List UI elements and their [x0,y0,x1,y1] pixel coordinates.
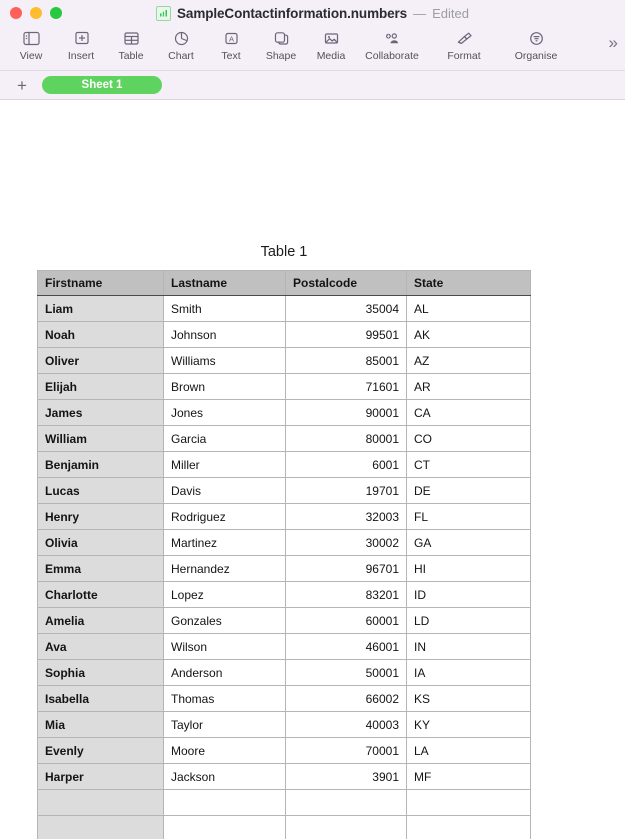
cell-firstname[interactable]: Amelia [38,608,164,634]
contacts-table[interactable] [37,270,531,839]
toolbar-label-collaborate: Collaborate [365,50,419,62]
sheet-canvas[interactable] [0,100,625,839]
toolbar-overflow-chevrons[interactable]: » [608,33,615,52]
cell-lastname[interactable]: Davis [164,478,286,504]
window-titlebar [0,0,625,26]
cell-firstname[interactable]: Charlotte [38,582,164,608]
cell-postalcode[interactable]: 80001 [286,426,407,452]
cell-postalcode[interactable]: 70001 [286,738,407,764]
cell-lastname[interactable]: Garcia [164,426,286,452]
toolbar-label-organise: Organise [514,50,558,62]
cell-firstname[interactable]: Ava [38,634,164,660]
toolbar-button-text[interactable] [206,26,256,62]
cell-firstname[interactable]: Noah [38,322,164,348]
cell-firstname[interactable]: Isabella [38,686,164,712]
cell-firstname[interactable]: William [38,426,164,452]
numbers-document-icon [156,6,171,21]
cell-state[interactable]: IA [407,660,531,686]
sheet-tab-sheet-1[interactable]: Sheet 1 [42,76,162,94]
cell-lastname[interactable]: Johnson [164,322,286,348]
cell-postalcode[interactable]: 90001 [286,400,407,426]
text-box-icon [223,29,240,48]
shapes-icon [273,29,290,48]
traffic-light-group [0,7,62,19]
table-row[interactable] [38,322,531,348]
svg-text:A: A [228,34,234,44]
cell-lastname[interactable]: Lopez [164,582,286,608]
cell-state[interactable] [407,790,531,816]
table-row[interactable] [38,608,531,634]
cell-postalcode[interactable]: 32003 [286,504,407,530]
table-row[interactable] [38,686,531,712]
cell-lastname[interactable]: Wilson [164,634,286,660]
person-add-icon [383,29,402,48]
cell-firstname[interactable]: Sophia [38,660,164,686]
cell-postalcode[interactable]: 83201 [286,582,407,608]
cell-state[interactable]: AK [407,322,531,348]
cell-firstname[interactable]: Evenly [38,738,164,764]
maximize-window-button[interactable] [50,7,62,19]
toolbar-label-table: Table [118,50,144,62]
cell-state[interactable]: IN [407,634,531,660]
table-row[interactable] [38,400,531,426]
column-header-state[interactable]: State [407,271,531,296]
cell-lastname[interactable]: Gonzales [164,608,286,634]
cell-state[interactable]: AZ [407,348,531,374]
cell-state[interactable] [407,816,531,839]
table-row[interactable] [38,296,531,322]
cell-postalcode[interactable]: 99501 [286,322,407,348]
cell-state[interactable]: LA [407,738,531,764]
plus-in-box-icon [73,29,90,48]
toolbar-button-table[interactable] [106,26,156,62]
cell-state[interactable]: CA [407,400,531,426]
toolbar-button-view[interactable] [6,26,56,62]
close-window-button[interactable] [10,7,22,19]
cell-firstname[interactable]: Mia [38,712,164,738]
cell-lastname[interactable]: Hernandez [164,556,286,582]
cell-lastname[interactable]: Moore [164,738,286,764]
table-row[interactable] [38,478,531,504]
table-row[interactable] [38,452,531,478]
cell-lastname[interactable]: Martinez [164,530,286,556]
column-header-firstname[interactable]: Firstname [38,271,164,296]
cell-postalcode[interactable]: 60001 [286,608,407,634]
cell-postalcode[interactable]: 3901 [286,764,407,790]
cell-lastname[interactable] [164,816,286,839]
cell-state[interactable]: KY [407,712,531,738]
cell-firstname[interactable]: Oliver [38,348,164,374]
cell-firstname[interactable]: Harper [38,764,164,790]
toolbar-items [6,26,572,62]
cell-firstname[interactable] [38,816,164,839]
table-header-row-group [38,271,531,296]
table-row[interactable] [38,712,531,738]
funnel-circle-icon [527,29,546,48]
table-row[interactable] [38,426,531,452]
cell-postalcode[interactable]: 19701 [286,478,407,504]
cell-postalcode[interactable]: 71601 [286,374,407,400]
toolbar-label-chart: Chart [168,50,194,62]
cell-lastname[interactable]: Taylor [164,712,286,738]
title-separator: — [413,5,427,21]
cell-postalcode[interactable]: 46001 [286,634,407,660]
cell-lastname[interactable]: Rodriguez [164,504,286,530]
cell-lastname[interactable]: Williams [164,348,286,374]
cell-state[interactable]: HI [407,556,531,582]
paintbrush-icon [455,29,474,48]
table-row[interactable] [38,556,531,582]
table-row[interactable] [38,764,531,790]
edited-status-label: Edited [432,5,469,21]
toolbar-label-shape: Shape [265,50,297,62]
cell-state[interactable]: CO [407,426,531,452]
toolbar-label-format: Format [447,50,481,62]
cell-state[interactable]: DE [407,478,531,504]
cell-firstname[interactable]: Emma [38,556,164,582]
table-row[interactable] [38,634,531,660]
toolbar-button-media[interactable] [306,26,356,62]
cell-lastname[interactable]: Jones [164,400,286,426]
cell-postalcode[interactable]: 96701 [286,556,407,582]
toolbar-button-insert[interactable] [56,26,106,62]
cell-lastname[interactable]: Brown [164,374,286,400]
cell-firstname[interactable]: Liam [38,296,164,322]
grid-table-icon [123,29,140,48]
table-title[interactable]: Table 1 [260,244,308,260]
cell-postalcode[interactable]: 40003 [286,712,407,738]
cell-state[interactable]: KS [407,686,531,712]
pie-chart-icon [173,29,190,48]
cell-firstname[interactable]: Lucas [38,478,164,504]
cell-postalcode[interactable]: 6001 [286,452,407,478]
toolbar-button-organise[interactable] [500,26,572,62]
cell-lastname[interactable]: Miller [164,452,286,478]
cell-postalcode[interactable]: 85001 [286,348,407,374]
table-header-row [38,271,531,296]
table-row[interactable] [38,348,531,374]
cell-postalcode[interactable]: 66002 [286,686,407,712]
sheet-tab-bar [0,71,625,100]
table-row[interactable] [38,738,531,764]
cell-state[interactable]: LD [407,608,531,634]
photo-icon [323,29,340,48]
cell-postalcode[interactable] [286,816,407,839]
cell-lastname[interactable]: Smith [164,296,286,322]
window-title: SampleContactinformation.numbers [177,5,408,21]
cell-state[interactable]: ID [407,582,531,608]
toolbar-button-shape[interactable] [256,26,306,62]
add-sheet-button[interactable]: + [17,75,27,95]
table-row[interactable] [38,504,531,530]
toolbar-button-format[interactable] [428,26,500,62]
toolbar-label-text: Text [221,50,241,62]
cell-state[interactable]: FL [407,504,531,530]
cell-state[interactable]: AL [407,296,531,322]
table-row[interactable] [38,660,531,686]
cell-lastname[interactable] [164,790,286,816]
toolbar-button-chart[interactable] [156,26,206,62]
cell-firstname[interactable]: James [38,400,164,426]
cell-state[interactable]: CT [407,452,531,478]
cell-firstname[interactable]: Henry [38,504,164,530]
column-header-postalcode[interactable]: Postalcode [286,271,407,296]
window-title-group [0,6,625,21]
cell-firstname[interactable]: Benjamin [38,452,164,478]
main-toolbar [0,26,625,71]
cell-state[interactable]: MF [407,764,531,790]
table-row[interactable] [38,582,531,608]
cell-lastname[interactable]: Anderson [164,660,286,686]
table-body [38,296,531,839]
toolbar-button-collaborate[interactable] [356,26,428,62]
toolbar-label-view: View [19,50,43,62]
table-row[interactable] [38,790,531,816]
cell-postalcode[interactable]: 35004 [286,296,407,322]
minimize-window-button[interactable] [30,7,42,19]
table-row[interactable] [38,530,531,556]
table-row[interactable] [38,374,531,400]
cell-postalcode[interactable]: 30002 [286,530,407,556]
column-header-lastname[interactable]: Lastname [164,271,286,296]
table-row[interactable] [38,816,531,839]
cell-firstname[interactable] [38,790,164,816]
cell-firstname[interactable]: Elijah [38,374,164,400]
cell-state[interactable]: AR [407,374,531,400]
cell-firstname[interactable]: Olivia [38,530,164,556]
sidebar-panel-icon [23,29,40,48]
toolbar-label-insert: Insert [67,50,95,62]
cell-lastname[interactable]: Jackson [164,764,286,790]
cell-lastname[interactable]: Thomas [164,686,286,712]
cell-postalcode[interactable]: 50001 [286,660,407,686]
cell-state[interactable]: GA [407,530,531,556]
toolbar-label-media: Media [316,50,346,62]
cell-postalcode[interactable] [286,790,407,816]
